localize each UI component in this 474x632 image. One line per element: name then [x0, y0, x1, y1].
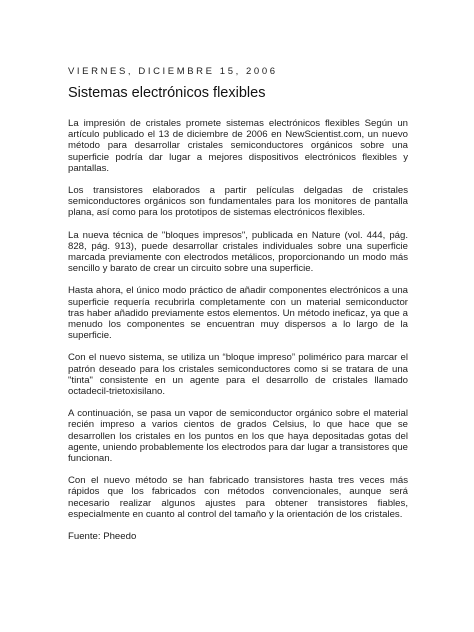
paragraph-1: La impresión de cristales promete sistemas electrónicos flexibles Según un artículo publicado el 13 de diciembre de 2006 en NewScientist.com, un nuevo método para desarrollar cristales semiconductores orgánicos sobre una superficie podría dar lugar a mejores dispositivos electrónicos flexibles y pantallas.	[68, 118, 408, 174]
paragraph-3: La nueva técnica de "bloques impresos", publicada en Nature (vol. 444, pág. 828, pág. 913), puede desarrollar cristales individuales sobre una superficie marcada previamente con electrodos metálicos, proporcionando un modo más sencillo y barato de crear un circuito sobre una superficie.	[68, 229, 408, 275]
paragraph-2: Los transistores elaborados a partir películas delgadas de cristales semiconductores orgánicos son fundamentales para los monitores de pantalla plana, así como para los prototipos de sistemas electrónicos flexibles.	[68, 185, 408, 219]
post-title: Sistemas electrónicos flexibles	[68, 85, 266, 101]
source-credit: Fuente: Pheedo	[68, 531, 137, 543]
post-date: VIERNES, DICIEMBRE 15, 2006	[68, 66, 278, 77]
paragraph-4: Hasta ahora, el único modo práctico de añadir componentes electrónicos a una superficie requería recubrirla completamente con un material semiconductor tras haber añadido previamente estos elementos. Un método ineficaz, ya que a menudo los componentes se encuentran muy dispersos a lo largo de la superficie.	[68, 285, 408, 342]
paragraph-5: Con el nuevo sistema, se utiliza un “bloque impreso” polimérico para marcar el patrón deseado para los cristales semiconductores como si se tratara de una "tinta" consistente en un agente para el desarrollo de cristales llamado octadecil-trietoxisilano.	[68, 352, 408, 398]
paragraph-7: Con el nuevo método se han fabricado transistores hasta tres veces más rápidos que los fabricados con métodos convencionales, aunque será necesario realizar algunos ajustes para obtener transistores fiables, especialmente en cuanto al control del tamaño y la orientación de los cristales.	[68, 475, 408, 520]
paragraph-6: A continuación, se pasa un vapor de semiconductor orgánico sobre el material recién impreso a varios cientos de grados Celsius, lo que hace que se desarrollen los cristales en los puntos en los que haya depositadas gotas del agente, uniendo probablemente los electrodos para dar lugar a transistores que funcionan.	[68, 408, 408, 465]
